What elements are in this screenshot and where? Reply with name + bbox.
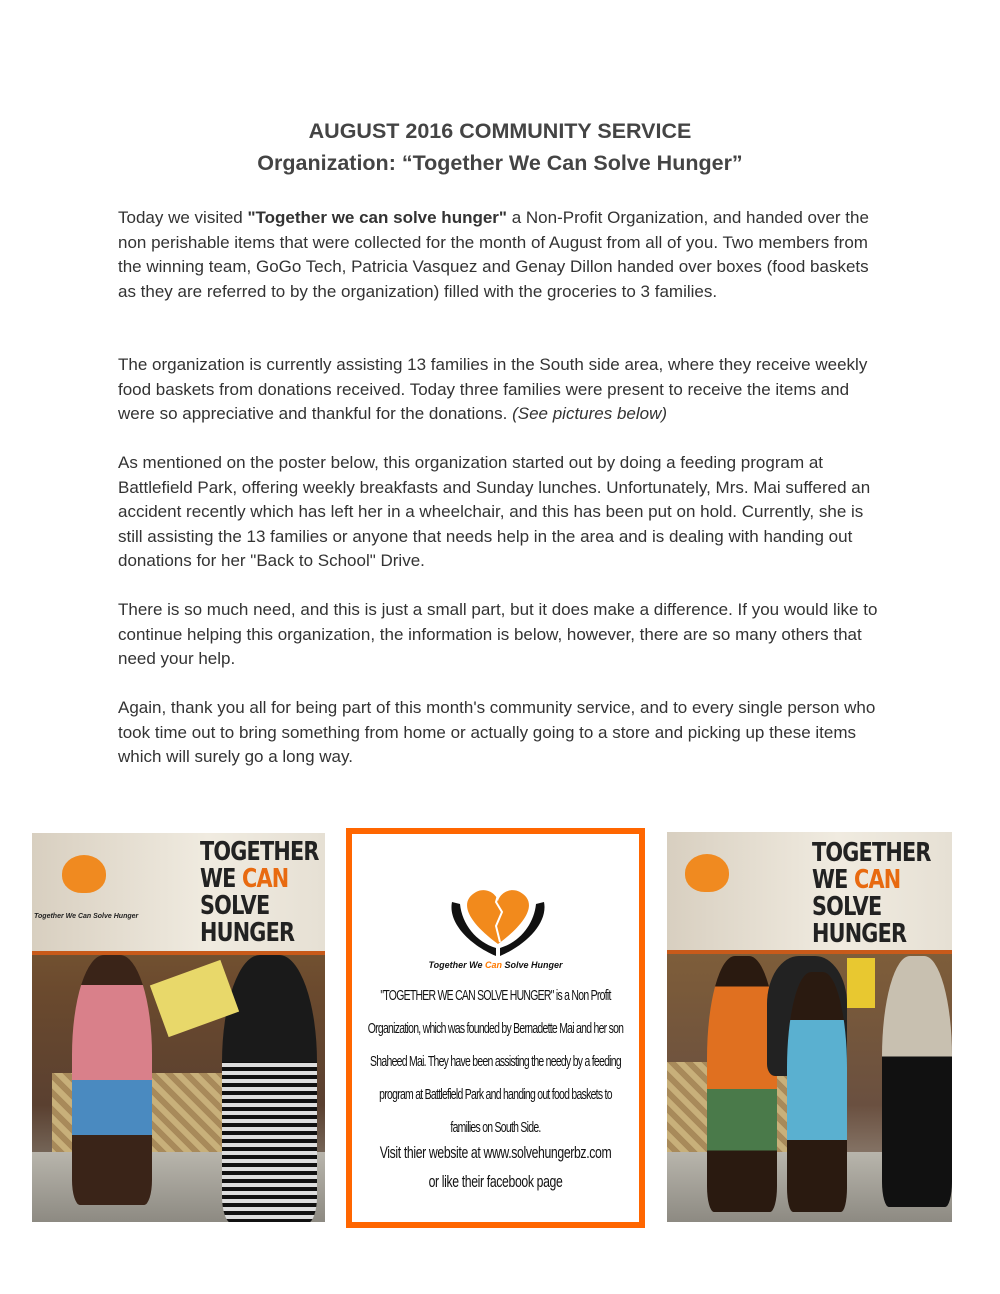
person	[882, 956, 952, 1207]
person	[787, 972, 847, 1212]
paragraph-history: As mentioned on the poster below, this organization started out by doing a feeding program at Battlefield Park, offering weekly breakfasts and Sunday lunches. Unfortunately, Mrs. Mai suffered an accident recently which has left her in a wheelchair, and this has been put on hold. Currently, she is still assisting the 13 families or anyone that needs help in the area and is dealing with handing out donations for her "Back to School" Drive.	[118, 453, 871, 570]
poster-tagline: Together We Can Solve Hunger	[428, 960, 563, 970]
cereal-box	[847, 958, 875, 1008]
photo-banner	[667, 832, 952, 954]
website-line: Visit thier website at www.solvehungerbz.com	[379, 1143, 612, 1162]
paragraph-visit	[118, 206, 888, 304]
photo-donation-left	[32, 833, 325, 1222]
poster-description: "TOGETHER WE CAN SOLVE HUNGER" is a Non Profit Organization, which was founded by Bernadette Mai and her son Shaheed Mai. They have been assisting the needy by a feeding program at Battlefield Park and handing out food baskets to families on South Side.	[367, 988, 624, 1136]
person	[222, 955, 317, 1222]
heart-logo-icon	[685, 854, 729, 892]
heart-logo-icon	[62, 855, 106, 893]
banner-text: TOGETHER WE CAN SOLVE HUNGER	[812, 838, 931, 949]
text: a Non-Profit Organization, and handed over the non perishable items that were collected for the month of August from all of you. Two members from the winning team, GoGo Tech, Patricia Vasquez and Genay Dillon handed over boxes (food baskets as they are referred to by the organization) filled with the groceries to 3 families.	[118, 208, 869, 301]
paragraph-families	[118, 353, 888, 427]
facebook-line: or like their facebook page	[428, 1172, 563, 1191]
text: The organization is currently assisting 13 families in the South side area, where they receive weekly food baskets from donations received. Today three families were present to receive the items and were so appreciative and thankful for the donations.	[118, 355, 868, 423]
photo-donation-right	[667, 832, 952, 1222]
banner-text: TOGETHER WE CAN SOLVE HUNGER	[200, 837, 319, 948]
poster-contact	[364, 1138, 627, 1196]
paragraph-need: There is so much need, and this is just a small part, but it does make a difference. If you would like to continue helping this organization, the information is below, however, there are so many others that need your help.	[118, 600, 878, 668]
person	[72, 955, 152, 1205]
text: Today we visited	[118, 208, 248, 227]
page-subtitle: Organization: “Together We Can Solve Hunger”	[257, 151, 743, 175]
paragraph-thanks: Again, thank you all for being part of this month's community service, and to every single person who took time out to bring something from home or actually going to a store and picking up these items which will surely go a long way.	[118, 698, 876, 766]
banner-tag: Together We Can Solve Hunger	[34, 913, 139, 920]
person	[707, 956, 777, 1212]
organization-poster	[346, 828, 645, 1228]
photo-banner	[32, 833, 325, 955]
org-name-bold: "Together we can solve hunger"	[247, 208, 507, 227]
hands-heart-logo-icon	[448, 882, 548, 958]
see-pictures-note: (See pictures below)	[512, 404, 668, 423]
page-title: AUGUST 2016 COMMUNITY SERVICE	[308, 119, 692, 143]
